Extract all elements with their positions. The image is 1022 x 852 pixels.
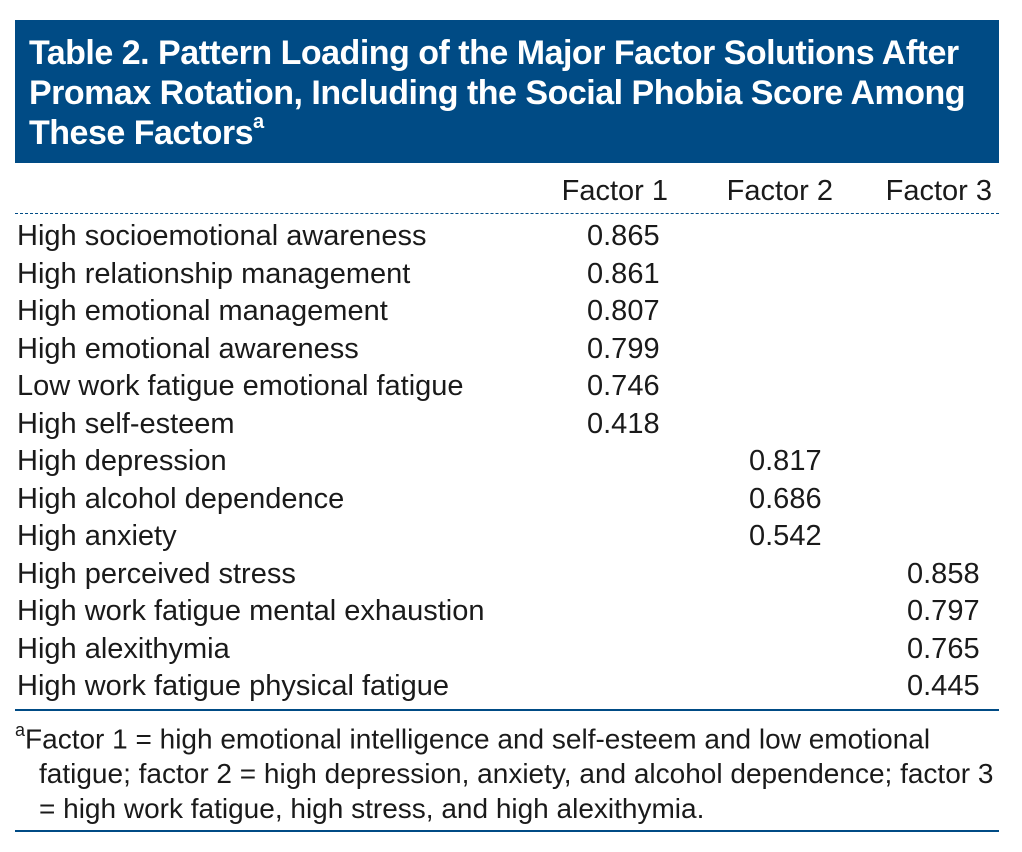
table-footnote bbox=[15, 715, 999, 826]
table-row bbox=[15, 218, 999, 256]
table-row bbox=[15, 481, 999, 519]
row-label: High emotional awareness bbox=[17, 332, 359, 365]
column-header-factor-2: Factor 2 bbox=[726, 175, 833, 207]
table-row bbox=[15, 631, 999, 669]
column-header-factor-3: Factor 3 bbox=[885, 175, 992, 207]
table-row bbox=[15, 256, 999, 294]
row-label: High relationship management bbox=[17, 257, 411, 290]
table-bottom-rule bbox=[15, 709, 999, 711]
factor-1-value: 0.861 bbox=[587, 257, 660, 290]
factor-1-value: 0.807 bbox=[587, 295, 660, 327]
footnote-marker: a bbox=[15, 720, 26, 740]
factor-3-value: 0.445 bbox=[907, 670, 980, 702]
factor-2-value: 0.817 bbox=[749, 445, 822, 477]
row-label: High depression bbox=[17, 445, 227, 477]
table-row bbox=[15, 406, 999, 444]
column-header-factor-1: Factor 1 bbox=[561, 175, 668, 207]
title-footnote-marker: a bbox=[253, 110, 264, 133]
table-row bbox=[15, 368, 999, 406]
table-title bbox=[29, 33, 985, 153]
header-row bbox=[15, 168, 999, 212]
table-body bbox=[15, 218, 999, 706]
row-label: High self-esteem bbox=[17, 407, 235, 440]
table-header bbox=[15, 168, 999, 212]
table-row bbox=[15, 668, 999, 706]
footnote-bottom-rule bbox=[15, 830, 999, 832]
table-row bbox=[15, 443, 999, 481]
row-label: Low work fatigue emotional fatigue bbox=[17, 370, 464, 402]
factor-1-value: 0.746 bbox=[587, 370, 660, 402]
factor-2-value: 0.686 bbox=[749, 482, 822, 515]
table-row bbox=[15, 518, 999, 556]
factor-1-value: 0.418 bbox=[587, 407, 660, 440]
header-rule bbox=[15, 213, 999, 214]
table-row bbox=[15, 331, 999, 369]
factor-3-value: 0.858 bbox=[907, 557, 980, 590]
row-label: High alexithymia bbox=[17, 632, 230, 665]
table-row bbox=[15, 556, 999, 594]
factor-3-value: 0.797 bbox=[907, 595, 980, 627]
table-row bbox=[15, 293, 999, 331]
factor-1-value: 0.799 bbox=[587, 332, 660, 365]
row-label: High work fatigue mental exhaustion bbox=[17, 595, 485, 627]
row-label: High alcohol dependence bbox=[17, 482, 345, 515]
table-row bbox=[15, 593, 999, 631]
factor-1-value: 0.865 bbox=[587, 220, 660, 252]
row-label: High emotional management bbox=[17, 295, 388, 327]
table-title-text: Table 2. Pattern Loading of the Major Factor Solutions After Promax Rotation, Including the Social Phobia Score Among These Factors bbox=[29, 34, 966, 152]
table-title-bar bbox=[15, 20, 999, 163]
row-label: High anxiety bbox=[17, 520, 177, 552]
row-label: High socioemotional awareness bbox=[17, 220, 427, 252]
footnote-text: Factor 1 = high emotional intelligence and self-esteem and low emotional fatigue; factor 2 = high depression, anxiety, and alcohol dependence; factor 3 = high work fatigue, high stress, and high alexithymia. bbox=[25, 723, 994, 825]
factor-2-value: 0.542 bbox=[749, 520, 822, 552]
row-label: High perceived stress bbox=[17, 557, 296, 590]
row-label: High work fatigue physical fatigue bbox=[17, 670, 450, 702]
factor-3-value: 0.765 bbox=[907, 632, 980, 665]
